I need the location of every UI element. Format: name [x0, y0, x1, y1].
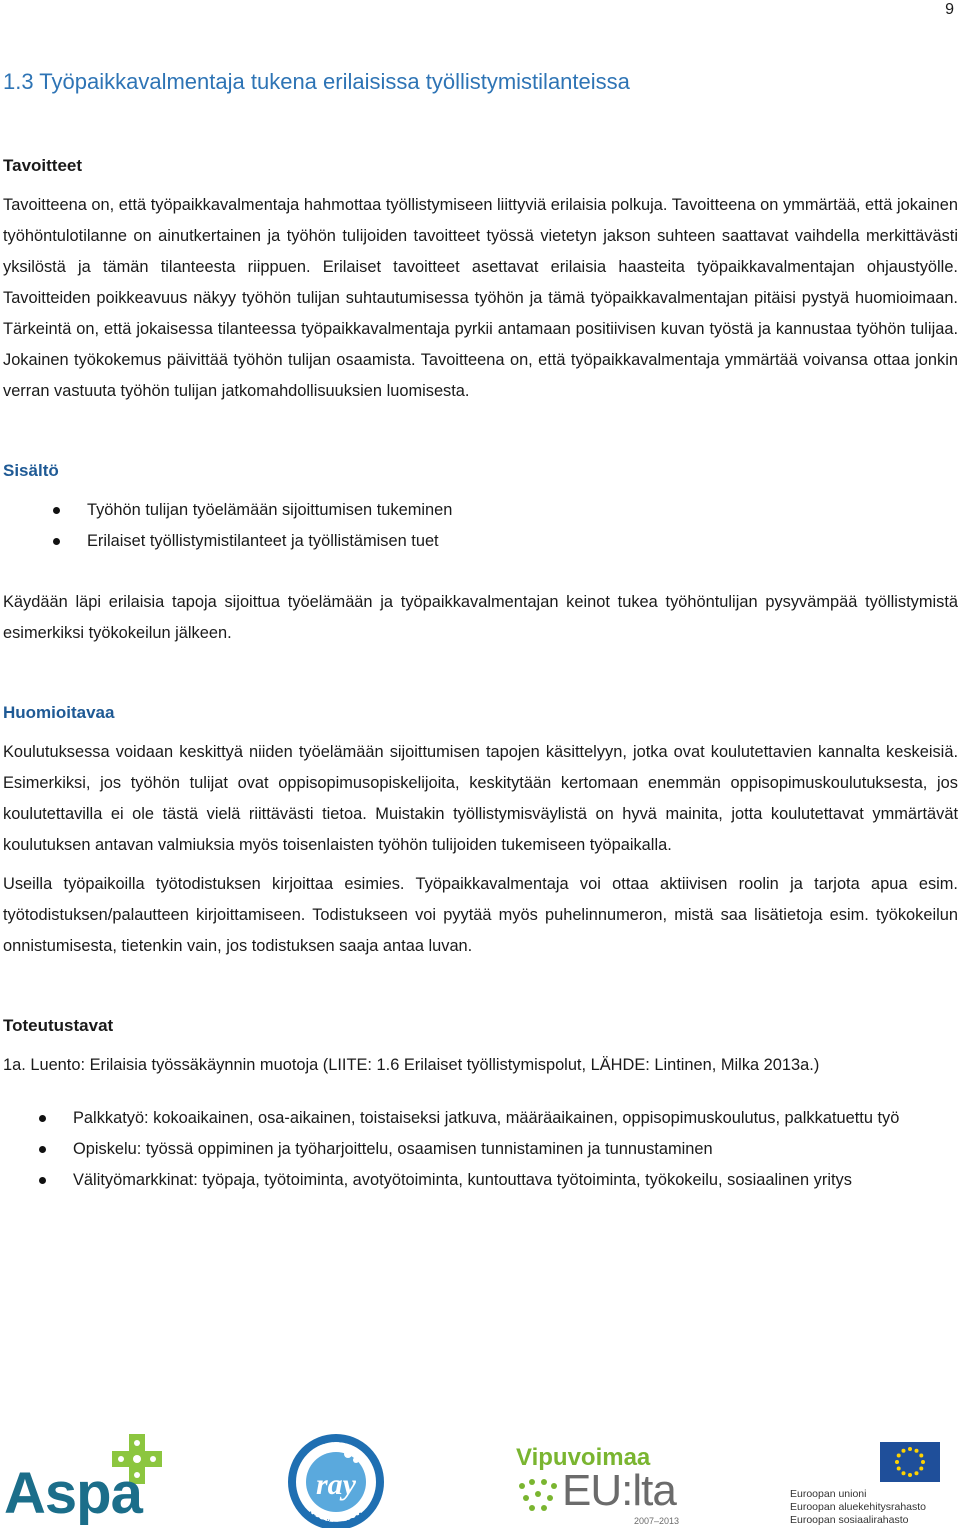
section-title: 1.3 Työpaikkavalmentaja tukena erilaisissa työllistymistilanteissa: [3, 69, 630, 94]
eu-logo: [790, 1442, 958, 1528]
bullet-icon: [53, 538, 60, 545]
footer-logos: [0, 1430, 960, 1528]
bullet-icon: [53, 507, 60, 514]
ray-bottom-label: HYVIÄ TEKOJA: [304, 1509, 368, 1528]
heading-huomioitavaa: Huomioitavaa: [3, 703, 115, 722]
eu-stars-icon: [516, 1478, 560, 1516]
list-item: Erilaiset työllistymistilanteet ja työllistämisen tuet: [3, 526, 958, 557]
aspa-logo-text: Aspa: [4, 1461, 142, 1526]
vipuvoimaa-logo: [516, 1444, 691, 1528]
vipuvoimaa-title: Vipuvoimaa: [516, 1444, 651, 1471]
bullet-icon: [39, 1146, 46, 1153]
eu-line-2: Euroopan aluekehitysrahasto: [790, 1501, 927, 1513]
paragraph-huomioitavaa-1: Koulutuksessa voidaan keskittyä niiden työelämään sijoittumisen tapojen käsittelyyn, jotka ovat koulutettavien kannalta keskeisiä. Esimerkiksi, jos työhön tulijat ovat oppisopimusopiskelijoita, keskitytään kertomaan enemmän oppisopimuskoulutuksesta, jos koulutettavilla ei ole tästä vielä riittävästi tietoa. Muistakin työllistymisväylistä on hyvä mainita, jotta koulutettavat ymmärtävät koulutuksen antavan valmiuksia myös toisenlaisten työhön tulijoiden tukemiseen työpaikalla.: [3, 743, 958, 854]
ray-center-label: ray: [316, 1468, 356, 1501]
list-item: Opiskelu: työssä oppiminen ja työharjoittelu, osaamisen tunnistaminen ja tunnustaminen: [3, 1134, 958, 1165]
bullet-icon: [39, 1177, 46, 1184]
document-body: [3, 62, 958, 1196]
eu-logo-text: [790, 1488, 958, 1527]
sisalto-bullet-list: [3, 495, 958, 557]
list-item: Välityömarkkinat: työpaja, työtoiminta, avotyötoiminta, kuntouttava työtoiminta, työkokeilu, sosiaalinen yritys: [3, 1165, 958, 1196]
ray-logo: [278, 1430, 394, 1528]
vipuvoimaa-subtitle: EU:lta: [562, 1466, 676, 1515]
paragraph-toteutustavat: 1a. Luento: Erilaisia työssäkäynnin muotoja (LIITE: 1.6 Erilaiset työllistymispolut, LÄHDE: Lintinen, Milka 2013a.): [3, 1056, 820, 1074]
heading-sisalto: Sisältö: [3, 461, 59, 480]
toteutustavat-bullet-list: [3, 1103, 958, 1196]
paragraph-huomioitavaa-2: Useilla työpaikoilla työtodistuksen kirjoittaa esimies. Työpaikkavalmentaja voi ottaa aktiivisen roolin ja tarjota apua esim. työtodistuksen/palautteen kirjoittamiseen. Todistukseen voi pyytää myös puhelinnumeron, mistä saa lisätietoja esim. työkokeilun onnistumisesta, tietenkin vain, jos todistuksen saaja antaa luvan.: [3, 875, 958, 955]
eu-line-1: Euroopan unioni: [790, 1488, 867, 1500]
eu-flag-icon: [880, 1442, 940, 1482]
list-item: Työhön tulijan työelämään sijoittumisen tukeminen: [3, 495, 958, 526]
aspa-logo: [4, 1430, 164, 1528]
bullet-icon: [39, 1115, 46, 1122]
heading-toteutustavat: Toteutustavat: [3, 1016, 114, 1035]
page-number: 9: [945, 1, 954, 18]
heading-tavoitteet: Tavoitteet: [3, 156, 83, 175]
paragraph-sisalto: Käydään läpi erilaisia tapoja sijoittua työelämään ja työpaikkavalmentajan keinot tukea työhöntulijan pysyvämpää työllistymistä esimerkiksi työkokeilun jälkeen.: [3, 593, 958, 642]
eu-line-3: Euroopan sosiaalirahasto: [790, 1514, 909, 1526]
list-item: Palkkatyö: kokoaikainen, osa-aikainen, toistaiseksi jatkuva, määräaikainen, oppisopimuskoulutus, palkkatuettu työ: [3, 1103, 958, 1134]
paragraph-tavoitteet: Tavoitteena on, että työpaikkavalmentaja hahmottaa työllistymiseen liittyviä erilaisia polkuja. Tavoitteena on ymmärtää, että jokainen työhöntulotilanne on ainutkertainen ja työhön tulijoiden tavoitteet työssä vietetyn jakson suhteen saattavat vaihdella merkittävästi yksilöstä ja tämän tilanteesta riippuen. Erilaiset tavoitteet asettavat erilaisia haasteita työpaikkavalmentajan ohjaustyölle. Tavoitteiden poikkeavuus näkyy työhön tulijan suhtautumisessa työhön ja tämä työpaikkavalmentajan pitäisi pystyä huomioimaan. Tärkeintä on, että jokaisessa tilanteessa työpaikkavalmentaja pyrkii antamaan positiivisen kuvan työstä ja kannustaa työhön tulijaa. Jokainen työkokemus päivittää työhön tulijan osaamista. Tavoitteena on, että työpaikkavalmentaja ymmärtää voivansa ottaa jonkin verran vastuuta työhön tulijan jatkomahdollisuuksien luomisesta.: [3, 196, 958, 400]
vipuvoimaa-years: 2007–2013: [634, 1516, 680, 1526]
ray-emblem-icon: [278, 1430, 394, 1528]
ray-top-label: RAY TUKEE: [305, 1433, 367, 1454]
